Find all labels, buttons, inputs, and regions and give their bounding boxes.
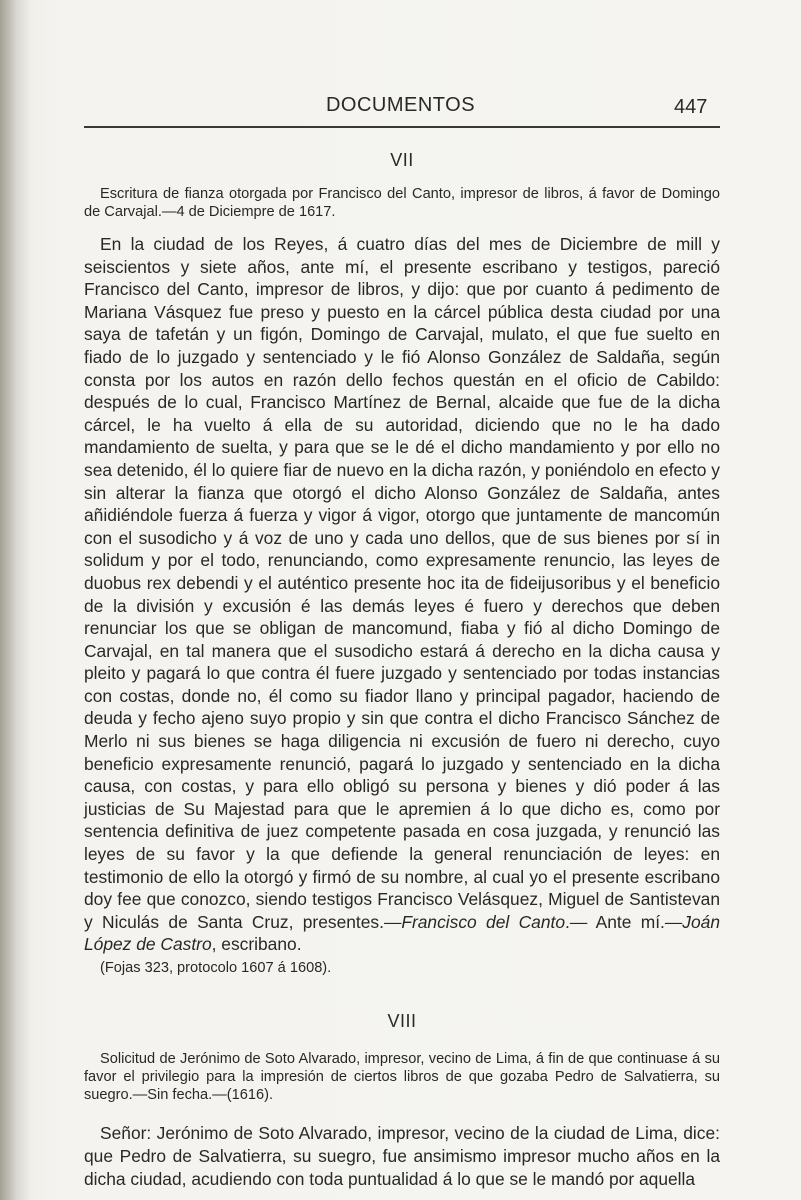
section-numeral: VIII [387,1011,417,1031]
signatory-name: Francisco del Canto [401,911,566,932]
section-summary: Escritura de fianza otorgada por Francisco del Canto, impresor de libros, á favor de Domingo de Carvajal.—4 de Diciempre de 1617. [84,186,720,220]
page-number: 447 [674,96,708,118]
running-title: DOCUMENTOS [325,94,476,116]
page-header [0,94,801,124]
header-rule [84,126,720,128]
body-text-closing: , escribano. [211,934,302,955]
document-section-viii [84,1011,720,1190]
section-spacer [84,977,720,1011]
notary-name: Joán López de Castro [84,911,720,955]
section-body: Señor: Jerónimo de Soto Alvarado, impresor, vecino de la ciudad de Lima, dice: que Pedro de Salvatierra, su suegro, fue ansimismo impresor mucho años en la dicha ciudad, acudiendo con toda puntualidad á lo que se le mandó por aquella [84,1123,720,1189]
body-text-main: En la ciudad de los Reyes, á cuatro días del mes de Diciembre de mill y seiscientos y siete años, ante mí, el presente escribano y testigos, pareció Francisco del Canto, impresor de libros, y dijo: que por cuanto á pedimento de Mariana Vásquez fue preso y puesto en la cárcel pública desta ciudad por una saya de tafetán y un figón, Domingo de Carvajal, mulato, el que fue suelto en fiado de lo juzgado y sentenciado y le fió Alonso González de Saldaña, según consta por los autos en razón dello fechos questán en el oficio de Cabildo: después de lo cual, Francisco Martínez de Bernal, alcaide que fue de la dicha cárcel, le ha vuelto á ella de su autoridad, diciendo que no le ha dado mandamiento de suelta, y para que se le dé el dicho mandamiento y por ello no sea detenido, él lo quiere fiar de nuevo en la dicha razón, y poniéndolo en efecto y sin alterar la fianza que otorgó el dicho Alonso González de Saldaña, antes añidiéndole fuerza á fuerza y vigor á vigor, otorgo que juntamente de mancomún con el susodicho y á voz de uno y cada uno dellos, que de sus bienes por sí in solidum y por el todo, renunciando, como expresamente renuncio, las leyes de duobus rex debendi y el auténtico presente hoc ita de fideijusoribus y el beneficio de la división y excusión é las demás leyes é fuero y derechos que deben renunciar los que se obligan de mancomund, fiaba y fió al dicho Domingo de Carvajal, en tal manera que el susodicho estará á derecho en la dicha causa y pleito y pagará lo que contra él fuere juzgado y sentenciado por todas instancias con costas, donde no, él como su fiador llano y principal pagador, haciendo de deuda y fecho ajeno suyo propio y sin que contra el dicho Francisco Sánchez de Merlo ni sus bienes se haga diligencia ni excusión de fuero ni derecho, cuyo beneficio expresamente renunció, pagará lo juzgado y sentenciado en la dicha causa, con costas, y para ello obligó su persona y bienes y dió poder á las justicias de Su Majestad para que le apremien á lo que dicho es, como por sentencia definitiva de juez competente pasada en cosa juzgada, y renunció las leyes de su favor y la que defiende la general renunciación de leyes: en testimonio de ello la otorgó y firmó de su nombre, al cual yo el presente escribano doy fee que conozco, siendo testigos Francisco Velásquez, Miguel de Santistevan y Niculás de Santa Cruz, presentes.— [84,234,720,932]
body-text-connector: .— Ante mí.— [565,911,683,932]
archive-citation: (Fojas 323, protocolo 1607 á 1608). [100,960,332,976]
section-body [84,233,720,956]
section-numeral: VII [390,150,414,170]
book-spine-shadow [0,0,30,1200]
section-summary: Solicitud de Jerónimo de Soto Alvarado, impresor, vecino de Lima, á fin de que continuase á su favor el privilegio para la impresión de ciertos libros de que gozaba Pedro de Salvatierra, su suegro.—Sin fecha.—(1616). [84,1051,720,1103]
page-body [84,150,720,1190]
document-section-vii [84,150,720,977]
